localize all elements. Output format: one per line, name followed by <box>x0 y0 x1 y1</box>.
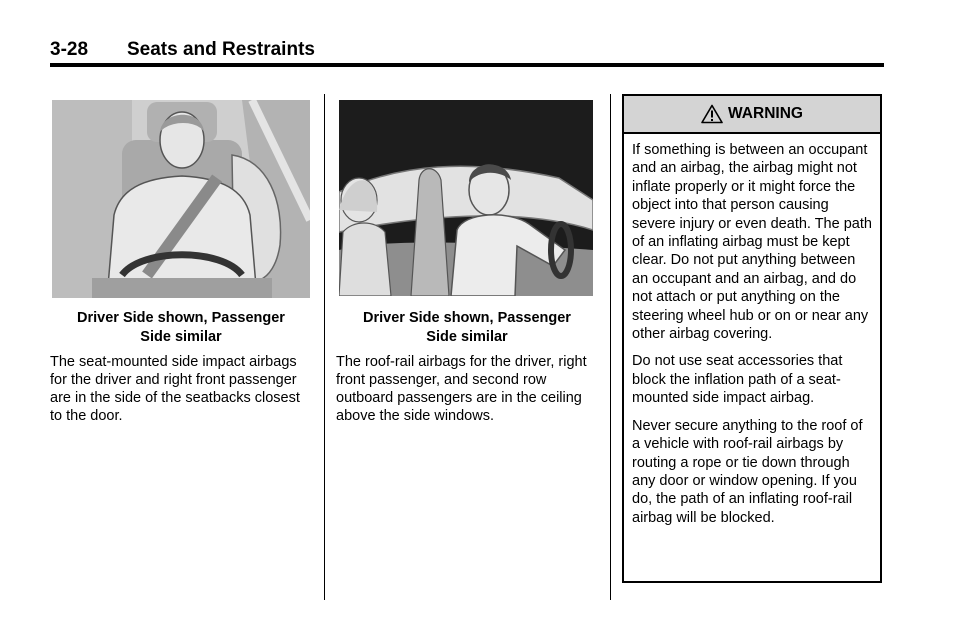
middle-figure-caption <box>338 309 596 347</box>
caption-line: Side similar <box>426 329 508 345</box>
left-figure-caption <box>52 309 310 347</box>
caption-line: Side similar <box>140 329 222 345</box>
column-divider <box>324 94 325 600</box>
warning-paragraph: Do not use seat accessories that block the inflation path of a seat-mounted side impact airbag. <box>632 353 843 407</box>
middle-body-text: The roof-rail airbags for the driver, right front passenger, and second row outboard passengers are in the ceiling above the side windows. <box>336 354 587 424</box>
warning-paragraph: Never secure anything to the roof of a vehicle with roof-rail airbags by routing a rope or tie down through any door or window opening. If you do, the path of an inflating roof-rail airbag will be blocked. <box>632 417 863 526</box>
driver-seat-side-airbag-illustration <box>52 100 310 298</box>
roof-rail-airbag-illustration <box>339 100 593 296</box>
warning-paragraph: If something is between an occupant and an airbag, the airbag might not inflate properly or it might force the object into that person causing severe injury or even death. The path of an inflating airbag must be kept clear. Do not put anything between an occupant and an airbag, and do not attach or put anything on the steering wheel hub or on or near any other airbag covering. <box>632 142 872 343</box>
warning-body <box>624 134 880 527</box>
warning-box <box>622 94 882 583</box>
page-header <box>50 37 884 63</box>
caption-line: Driver Side shown, Passenger <box>77 310 285 326</box>
page-number: 3-28 <box>50 39 89 60</box>
left-body-text: The seat-mounted side impact airbags for the driver and right front passenger are in the side of the seatbacks closest to the door. <box>50 354 300 424</box>
caption-line: Driver Side shown, Passenger <box>363 310 571 326</box>
header-rule <box>50 63 884 67</box>
column-divider <box>610 94 611 600</box>
warning-header <box>624 96 880 134</box>
section-title: Seats and Restraints <box>127 39 315 60</box>
warning-triangle-icon <box>701 104 723 124</box>
warning-title: WARNING <box>728 105 803 122</box>
